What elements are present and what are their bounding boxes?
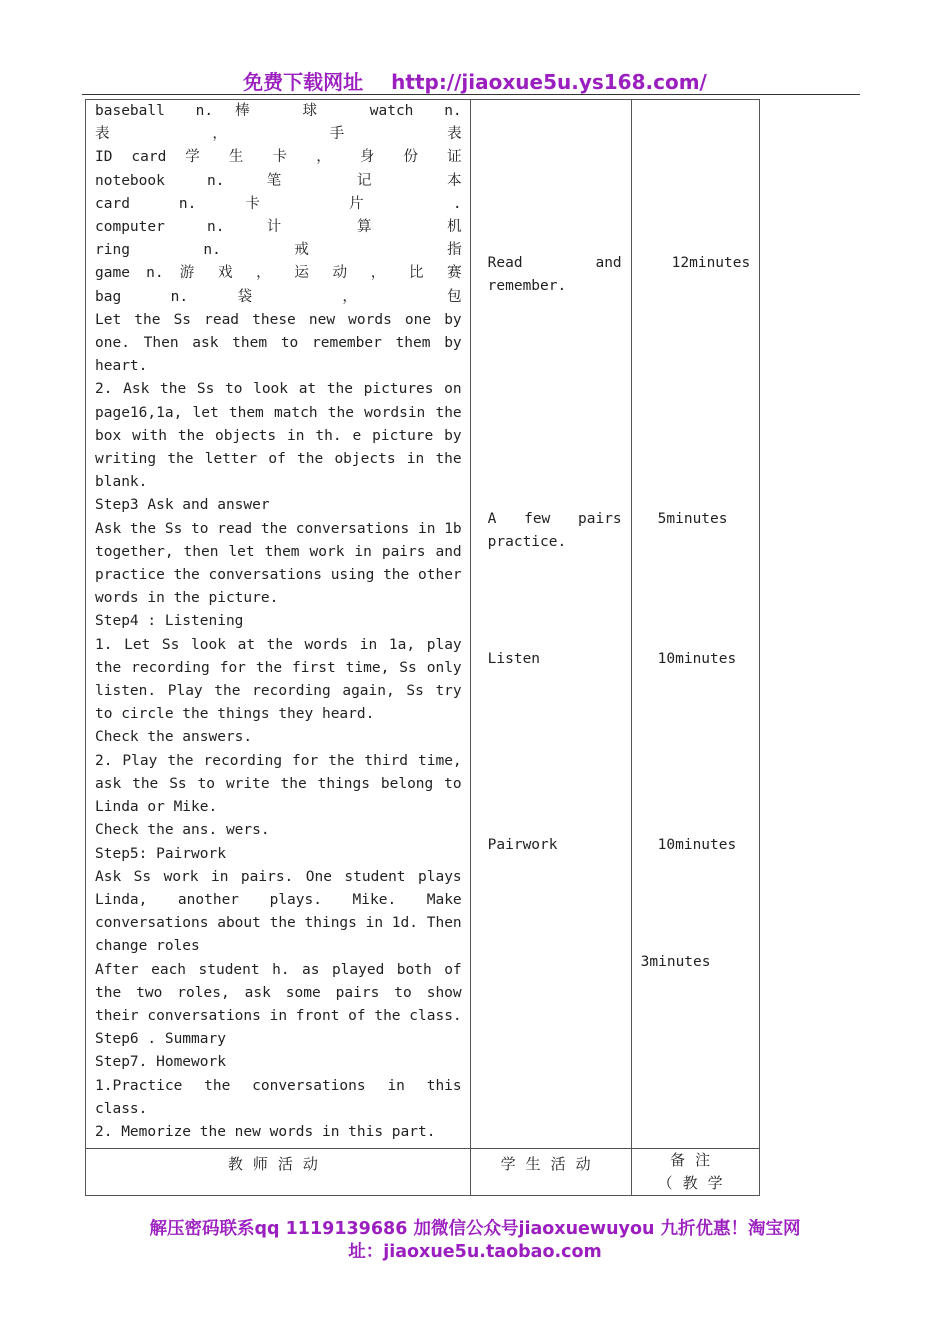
text-line: 1. Let Ss look at the words in 1a, play — [95, 636, 462, 653]
teacher-activity-text — [86, 100, 470, 1144]
footer-contact — [0, 1218, 950, 1264]
text-line: practice the conversations using the other — [95, 567, 462, 584]
text-line: Ask Ss work in pairs. One student plays — [95, 868, 462, 885]
text-line: the recording for the first time, Ss only — [95, 659, 462, 676]
text-line: class. — [95, 1100, 148, 1117]
student-activity-pairwork: Pairwork — [487, 837, 558, 853]
text-line: game n. 游 戏 ， 运 动 ， 比 赛 — [95, 265, 462, 282]
header-student-activity: 学生活动 — [470, 1149, 631, 1196]
site-header — [0, 66, 950, 95]
text-line: Step6 . Summary — [95, 1031, 226, 1048]
text-line: Linda, another plays. Mike. Make — [95, 891, 462, 908]
text-line: listen. Play the recording again, Ss try — [95, 683, 462, 700]
text-line: 表 ， 手 表 — [95, 126, 462, 143]
text-line: Let the Ss read these new words one by — [95, 311, 462, 328]
text-line: notebook n. 笔 记 本 — [95, 172, 462, 189]
text-line: Step5: Pairwork — [95, 845, 226, 862]
text-line: card n. 卡 片 . — [95, 195, 462, 212]
text-line: together, then let them work in pairs and — [95, 543, 462, 560]
site-url-link[interactable]: http://jiaoxue5u.ys168.com/ — [391, 70, 707, 94]
table-header-row — [86, 1149, 760, 1196]
text-line: box with the objects in th. e picture by — [95, 427, 462, 444]
text-line: 2. Memorize the new words in this part. — [95, 1123, 436, 1140]
header-teacher-activity: 教师活动 — [86, 1149, 471, 1196]
text-line: Step4 : Listening — [95, 613, 244, 630]
text-line: to circle the things they heard. — [95, 706, 375, 723]
text-line: Ask the Ss to read the conversations in 1b — [95, 520, 462, 537]
time-5min: 5minutes — [657, 511, 728, 527]
time-3min: 3minutes — [640, 954, 711, 970]
teacher-activity-cell — [86, 100, 471, 1149]
text-line: 2. Ask the Ss to look at the pictures on — [95, 381, 462, 398]
table-row — [86, 100, 760, 1149]
text-line: heart. — [95, 358, 148, 375]
student-activity-listen: Listen — [487, 651, 541, 667]
text-line: one. Then ask them to remember them by — [95, 335, 462, 352]
footer-line-1: 解压密码联系qq 1119139686 加微信公众号jiaoxuewuyou 九折优惠！淘宝网 — [149, 1219, 801, 1239]
footer-line-2: 址：jiaoxue5u.taobao.com — [348, 1242, 602, 1262]
text-line: Step3 Ask and answer — [95, 497, 270, 514]
student-activity-pairs: A few pairs practice. — [487, 511, 622, 551]
text-line: computer n. 计 算 机 — [95, 219, 462, 236]
time-12min: 12minutes — [671, 255, 751, 271]
text-line: baseball n.棒 球 watch n. — [95, 103, 462, 119]
student-activity-cell — [470, 100, 631, 1149]
student-activity-read: Read and remember. — [487, 255, 622, 295]
text-line: writing the letter of the objects in the — [95, 451, 462, 468]
site-name: 免费下载网址 — [243, 70, 364, 94]
text-line: Step7. Homework — [95, 1054, 226, 1071]
remark-cell — [631, 100, 759, 1149]
text-line: After each student h. as played both of — [95, 961, 462, 978]
text-line: bag n. 袋 ， 包 — [95, 288, 462, 305]
header-rule — [82, 94, 860, 95]
header-remark: 备注 （教学 — [631, 1149, 759, 1196]
text-line: the two roles, ask some pairs to show — [95, 984, 462, 1001]
text-line: their conversations in front of the class. — [95, 1007, 462, 1024]
text-line: page16,1a, let them match the wordsin the — [95, 404, 462, 421]
text-line: blank. — [95, 474, 148, 491]
text-line: Linda or Mike. — [95, 799, 218, 816]
text-line: Check the ans. wers. — [95, 822, 270, 839]
text-line: ID card 学 生 卡 ， 身 份 证 — [95, 149, 462, 166]
lesson-plan-table — [85, 99, 760, 1196]
text-line: conversations about the things in 1d. Then — [95, 915, 462, 932]
text-line: ask the Ss to write the things belong to — [95, 775, 462, 792]
text-line: ring n. 戒 指 — [95, 242, 462, 259]
text-line: 1.Practice the conversations in this — [95, 1077, 462, 1094]
text-line: 2. Play the recording for the third time, — [95, 752, 462, 769]
text-line: words in the picture. — [95, 590, 279, 607]
time-10min-listen: 10minutes — [657, 651, 737, 667]
text-line: Check the answers. — [95, 729, 253, 746]
text-line: change roles — [95, 938, 200, 955]
time-10min-pairwork: 10minutes — [657, 837, 737, 853]
